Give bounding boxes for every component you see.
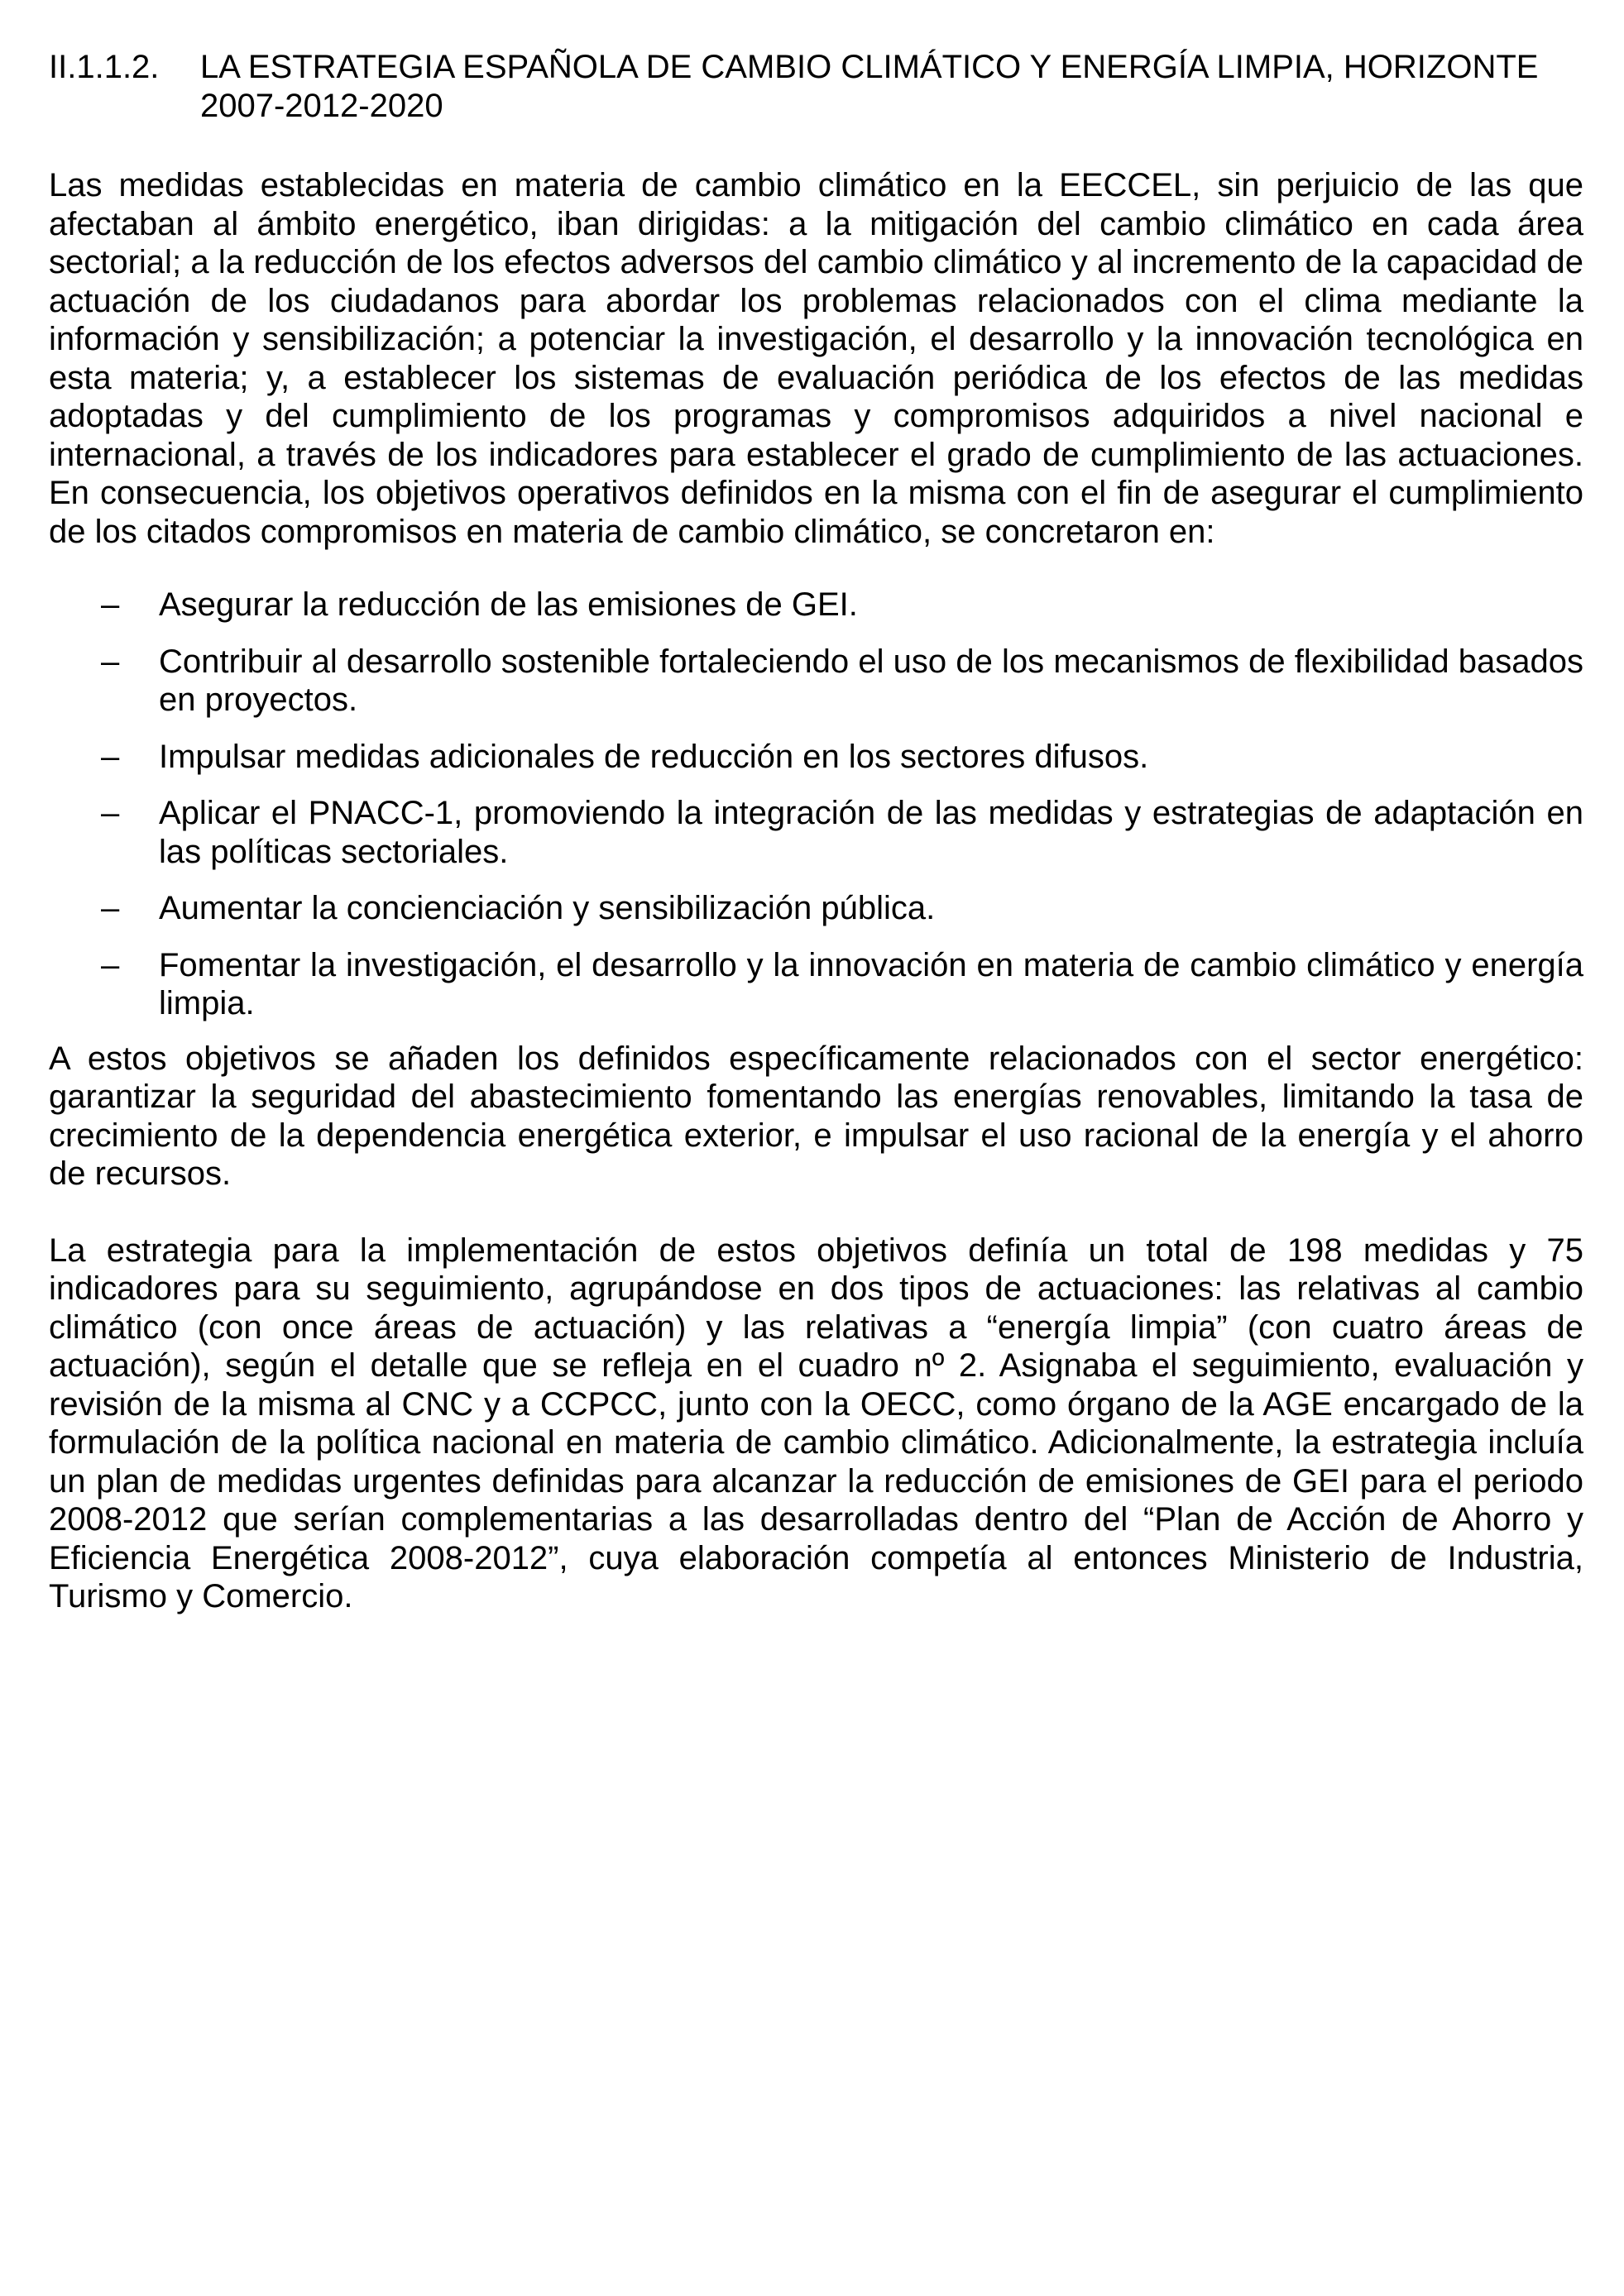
list-item (49, 889, 1583, 928)
paragraph-implementation: La estrategia para la implementación de estos objetivos definía un total de 198 medidas y 75 indicadores para su seguimiento, agrupándose en dos tipos de actuaciones: las relativas al cambio climático (con once áreas de actuación) y las relativas a “energía limpia” (con cuatro áreas de actuación), según el detalle que se refleja en el cuadro nº 2. Asignaba el seguimiento, evaluación y revisión de la misma al CNC y a CCPCC, junto con la OECC, como órgano de la AGE encargado de la formulación de la política nacional en materia de cambio climático. Adicionalmente, la estrategia incluía un plan de medidas urgentes definidas para alcanzar la reducción de emisiones de GEI para el periodo 2008-2012 que serían complementarias a las desarrolladas dentro del “Plan de Acción de Ahorro y Eficiencia Energética 2008-2012”, cuya elaboración competía al entonces Ministerio de Industria, Turismo y Comercio. (49, 1232, 1583, 1614)
list-item (49, 643, 1583, 720)
list-item-text: Aplicar el PNACC-1, promoviendo la integración de las medidas y estrategias de adaptación en las políticas sectoriales. (159, 795, 1583, 870)
list-item-text: Aumentar la concienciación y sensibilización pública. (159, 890, 936, 926)
section-heading (49, 48, 1583, 125)
list-item (49, 586, 1583, 624)
section-title: LA ESTRATEGIA ESPAÑOLA DE CAMBIO CLIMÁTICO Y ENERGÍA LIMPIA, HORIZONTE 2007-2012-2020 (200, 49, 1539, 124)
dash-bullet: – (101, 643, 120, 680)
list-item-text: Fomentar la investigación, el desarrollo y la innovación en materia de cambio climático y energía limpia. (159, 946, 1583, 1021)
dash-bullet: – (101, 738, 120, 775)
list-item-text: Contribuir al desarrollo sostenible fortaleciendo el uso de los mecanismos de flexibilidad basados en proyectos. (159, 643, 1583, 718)
list-item (49, 738, 1583, 777)
list-item (49, 946, 1583, 1023)
paragraph-intro: Las medidas establecidas en materia de cambio climático en la EECCEL, sin perjuicio de las que afectaban al ámbito energético, iban dirigidas: a la mitigación del cambio climático en cada área sectorial; a la reducción de los efectos adversos del cambio climático y al incremento de la capacidad de actuación de los ciudadanos para abordar los problemas relacionados con el clima mediante la información y sensibilización; a potenciar la investigación, el desarrollo y la innovación tecnológica en esta materia; y, a establecer los sistemas de evaluación periódica de los efectos de las medidas adoptadas y del cumplimiento de los programas y compromisos adquiridos a nivel nacional e internacional, a través de los indicadores para establecer el grado de cumplimiento de las actuaciones. En consecuencia, los objetivos operativos definidos en la misma con el fin de asegurar el cumplimiento de los citados compromisos en materia de cambio climático, se concretaron en: (49, 167, 1583, 550)
paragraph-energy-objectives: A estos objetivos se añaden los definidos específicamente relacionados con el sector energético: garantizar la seguridad del abastecimiento fomentando las energías renovables, limitando la tasa de crecimiento de la dependencia energética exterior, e impulsar el uso racional de la energía y el ahorro de recursos. (49, 1040, 1583, 1192)
document-page (49, 48, 1583, 1616)
section-number: II.1.1.2. (49, 49, 160, 85)
dash-bullet: – (101, 946, 120, 983)
dash-bullet: – (101, 795, 120, 831)
list-item (49, 794, 1583, 871)
objectives-list (49, 586, 1583, 1023)
dash-bullet: – (101, 890, 120, 926)
dash-bullet: – (101, 586, 120, 623)
list-item-text: Impulsar medidas adicionales de reducción en los sectores difusos. (159, 738, 1149, 775)
list-item-text: Asegurar la reducción de las emisiones de GEI. (159, 586, 858, 623)
